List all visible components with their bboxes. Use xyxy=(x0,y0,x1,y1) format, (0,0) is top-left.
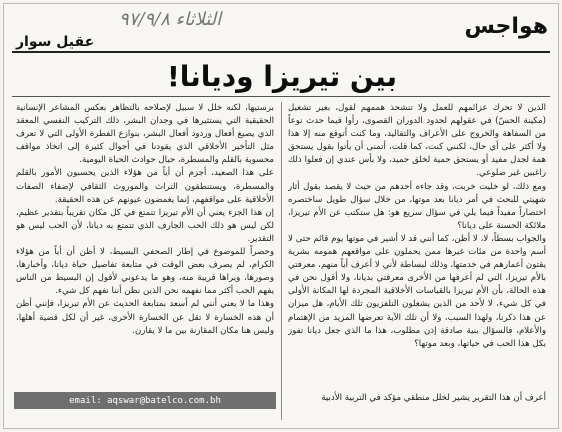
newspaper-clipping xyxy=(3,3,559,429)
paragraph: وهذا ما لا يعني أنني لم أسعد بمتابعة الحديث عن الأم تيريزا، فإنني أظن أن هذه الخسارة لا تقل عن الخسارة الأخرى، غير أن لكل قضية أهلها، وليس هنا مكان المقارنة بين ما لا يقارن. xyxy=(16,299,274,336)
paragraph: وحصراً للموضوع في إطار الصحفي البسيط، لا أظن أن أياً من هؤلاء الكرام، لم يصرف بعض الوقت في متابعة تفاصيل حياة ديانا، وأخبارها، وصورها، ويراها قريبة منه، وهو ما يدعوني لأقول إن البسيط من الناس يفهم الحب أكثر مما نفهمه نحن الذين نظن أننا نفهم كل شيء. xyxy=(16,247,274,297)
paragraph: على هذا الصعيد، أجزم أن أياً من هؤلاء الذين يحسبون الأمور بالقلم والمسطرة، ويستنطقون التراث والموروث الثقافي لإضفاء الصفات الأخلاقية على مواقفهم، إنما يغمضون عيونهم عن هذه الحقيقة. xyxy=(16,168,274,205)
paragraph: الذين لا تحرك عزائمهم للعمل ولا تنشحذ هممهم لقول، بغير تشغيل (مكينة الحسّ) في عقولهم لحدود الدوران القصوى، رأوا فيما حدث نوعاً من السفاهة والخروج على الأعراف والتقاليد، وما كنت أتوقع منه إلا هذا ولا أكثر على أي حال، لكنني كنت، كما قلت، أتمنى أن يأتوا بقول يستحق همة لجدل مفيد أو يستحق حمية لخلق حميد، ولا بأس عندي إن فعلوا ذلك راغبين غير ضلوعي. xyxy=(288,103,546,179)
headline-rule xyxy=(12,96,550,97)
paragraph: ومع ذلك، لو خليت خربت، وقد جاءه أحدهم من حيث لا يقصد بقول أثار شهيتي للبحث في أمر ديانا بعد موتها، من خلال سؤال طويل ساختصره اختصاراً مفيداً فيما يلي في سؤال سريع هو: هل ستكتب عن الأم تيريزا، ملائكة الحسنة على ديانا؟ xyxy=(288,181,546,231)
article-column-right xyxy=(288,102,546,387)
paragraph: إن هذا الجزء يعني أن الأم تيريزا تتمتع في كل مكان تقريباً بتقدير عظيم، لكن ليس هو ذلك الحب الجارف الذي تتمتع به ديانا، لأن الحب ليس هو التقدير. xyxy=(16,207,274,244)
column-header xyxy=(4,4,559,50)
closing-line: أعرف أن هذا التقرير يشير لخلل منطقي مؤكد في التربية الأدبية xyxy=(321,393,546,403)
column-title: هواجس xyxy=(464,14,548,39)
paragraph: والجواب بسطاً، لا، لا أظن، كما أنني قد لا أشير في موتها يوم قائم حتى لا أسم واحدة من مئات غيرها ممن يحملون على مواقعهم همومه بشرية يقتون أعمارهم في خدمتها، وذلك لبساطة لأني لا أعرف أياً منهم، معرفتي بالأم تيريزا، التي لم أعرفها من الأخرى معرفتي بديانا، ولا أقول نحن في هذه الحالة، بأن الأم تيريزا بالقياسات الأخلاقية المجردة لها المكانة الأولى في كل شيء، لا لأحد من الذين يشغلون التلفزيون تلك الأيام، هل ميزان عن هذا ذكرنا، ولهذا السبب، ولا أن تلك الآية تعرضها المزيد من الإهتمام والأعلام، فالسؤال بنية صادقة إذن مطلوب، هذا ما الذي جعل ديانا تفوز بكل هذا الحب في حياتها، وبعد موتها؟ xyxy=(288,233,546,349)
handwritten-date: الثلاثاء ٩٧/٩/٨ xyxy=(119,9,222,30)
author-email[interactable]: email: aqswar@batelco.com.bh xyxy=(14,392,276,409)
article-column-left xyxy=(16,102,274,387)
column-divider xyxy=(281,102,282,420)
author-name: عقيل سوار xyxy=(16,34,95,50)
header-rule xyxy=(12,51,550,53)
article-headline: بين تيريزا وديانا! xyxy=(166,60,398,93)
paragraph: برستيها، لكنه خلل لا سبيل لإصلاحه بالتظاهر بعكس المشاعر الإنسانية الحقيقية التي يستثيرها في وجدان البشر، ذلك التركيب النفسي المعقد الذي يصيغ أفعال وردود أفعال البشر، بنوازع الفطرة الأولى التي لا تعرف مثل التأخير الأخلاقي الذي يقودنا في أحوال كثيرة إلى اتخاذ مواقف محسوبة بالقلم والمسطرة، حيال حوادث الحياة اليومية. xyxy=(16,103,274,166)
